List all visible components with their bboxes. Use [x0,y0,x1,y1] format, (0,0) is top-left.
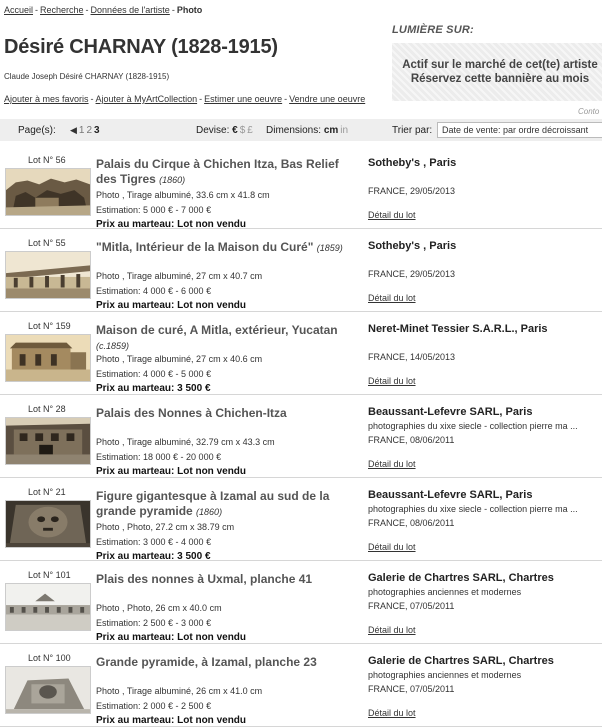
add-to-myartcollection-link[interactable]: Ajouter à MyArtCollection [95,94,198,104]
lot-title[interactable]: "Mitla, Intérieur de la Maison du Curé" (1859) [96,240,343,254]
lot-row [0,561,602,644]
breadcrumb: Accueil - Recherche - Données de l'artiste - Photo [4,5,203,15]
sale-name: photographies du xixe siecle - collection pierre ma ... [368,421,578,431]
lot-detail-link[interactable]: Détail du lot [368,293,416,303]
lot-title[interactable]: Palais des Nonnes à Chichen-Itza [96,406,287,420]
page-1-link[interactable]: 1 [78,125,85,136]
sale-place-date: FRANCE, 29/05/2013 [368,186,456,196]
lot-hammer-price: Prix au marteau: 3 500 € [96,551,211,562]
currency-dollar[interactable]: $ [239,125,246,136]
page-3-current: 3 [94,125,100,136]
lot-detail-link[interactable]: Détail du lot [368,708,416,718]
breadcrumb-artist-data-link[interactable]: Données de l'artiste [90,5,170,15]
lot-row [0,312,602,395]
lot-number: Lot N° 100 [28,653,71,663]
lot-row [0,644,602,727]
sort-label: Trier par: [392,125,433,136]
breadcrumb-home-link[interactable]: Accueil [4,5,34,15]
dimensions-selector [266,125,348,136]
lot-estimate: Estimation: 4 000 € - 6 000 € [96,286,212,296]
page-title: Désiré CHARNAY (1828-1915) [4,36,278,58]
dimensions-label: Dimensions: [266,125,322,136]
lot-date: (1859) [316,243,343,253]
auction-house[interactable]: Neret-Minet Tessier S.A.R.L., Paris [368,323,548,335]
sale-place-date: FRANCE, 14/05/2013 [368,352,456,362]
lot-estimate: Estimation: 3 000 € - 4 000 € [96,537,212,547]
lot-medium: Photo , Photo, 27.2 cm x 38.79 cm [96,522,235,532]
lot-row [0,229,602,312]
prev-page-icon[interactable]: ◀ [70,125,77,135]
sale-name: photographies anciennes et modernes [368,670,522,680]
lot-medium: Photo , Tirage albuminé, 26 cm x 41.0 cm [96,686,263,696]
banner-contact-link[interactable]: Conto [578,107,600,116]
lot-detail-link[interactable]: Détail du lot [368,625,416,635]
currency-selector [196,125,253,136]
estimate-artwork-link[interactable]: Estimer une oeuvre [204,94,283,104]
lot-list [0,146,602,727]
lot-hammer-price: Prix au marteau: Lot non vendu [96,219,247,230]
lot-estimate: Estimation: 2 500 € - 3 000 € [96,618,212,628]
lot-photo-thumbnail[interactable] [5,666,91,714]
lot-medium: Photo , Tirage albuminé, 27 cm x 40.6 cm [96,354,263,364]
sale-place-date: FRANCE, 29/05/2013 [368,269,456,279]
lot-number: Lot N° 55 [28,238,66,248]
lot-hammer-price: Prix au marteau: Lot non vendu [96,466,247,477]
auction-house[interactable]: Beaussant-Lefevre SARL, Paris [368,489,533,501]
lot-title[interactable]: Figure gigantesque à Izamal au sud de la grande pyramide (1860) [96,489,330,518]
lot-medium: Photo , Tirage albuminé, 27 cm x 40.7 cm [96,271,263,281]
lot-number: Lot N° 56 [28,155,66,165]
lot-date: (1860) [159,175,186,185]
lot-title[interactable]: Maison de curé, A Mitla, extérieur, Yucatan (c.1859) [96,323,338,351]
auction-house[interactable]: Galerie de Chartres SARL, Chartres [368,572,554,584]
sale-name: photographies anciennes et modernes [368,587,522,597]
lot-hammer-price: Prix au marteau: Lot non vendu [96,300,247,311]
lot-title[interactable]: Grande pyramide, à Izamal, planche 23 [96,655,317,669]
lot-estimate: Estimation: 4 000 € - 5 000 € [96,369,212,379]
add-to-favorites-link[interactable]: Ajouter à mes favoris [4,94,89,104]
sell-artwork-link[interactable]: Vendre une oeuvre [289,94,366,104]
sale-name: photographies du xixe siecle - collection pierre ma ... [368,504,578,514]
lot-row [0,478,602,561]
lot-detail-link[interactable]: Détail du lot [368,459,416,469]
lot-title[interactable]: Plais des nonnes à Uxmal, planche 41 [96,572,313,586]
lot-date: (1860) [196,507,223,517]
auction-house[interactable]: Sotheby's , Paris [368,157,457,169]
auction-house[interactable]: Galerie de Chartres SARL, Chartres [368,655,554,667]
lot-medium: Photo , Tirage albuminé, 32.79 cm x 43.3 cm [96,437,275,447]
dimension-cm[interactable]: cm [323,125,339,136]
lot-estimate: Estimation: 2 000 € - 2 500 € [96,701,212,711]
sale-place-date: FRANCE, 08/06/2011 [368,518,455,528]
lot-row [0,395,602,478]
currency-label: Devise: [196,125,230,136]
lot-photo-thumbnail[interactable] [5,251,91,299]
pagination [70,125,102,136]
lot-hammer-price: Prix au marteau: Lot non vendu [96,632,247,643]
spotlight-banner[interactable] [392,43,602,101]
lot-title[interactable]: Palais du Cirque à Chichen Itza, Bas Relief des Tigres (1860) [96,157,339,186]
lot-number: Lot N° 21 [28,487,66,497]
auction-house[interactable]: Beaussant-Lefevre SARL, Paris [368,406,533,418]
lot-detail-link[interactable]: Détail du lot [368,376,416,386]
lot-medium: Photo , Tirage albuminé, 33.6 cm x 41.8 cm [96,190,270,200]
lot-detail-link[interactable]: Détail du lot [368,542,416,552]
lot-row [0,146,602,229]
lot-number: Lot N° 159 [28,321,71,331]
breadcrumb-current: Photo [176,5,203,15]
lot-photo-thumbnail[interactable] [5,168,91,216]
lot-photo-thumbnail[interactable] [5,500,91,548]
sale-place-date: FRANCE, 08/06/2011 [368,435,455,445]
sale-place-date: FRANCE, 07/05/2011 [368,684,455,694]
results-toolbar [0,119,602,141]
artist-actions: Ajouter à mes favoris - Ajouter à MyArtCollection - Estimer une oeuvre - Vendre une oeuvre [4,94,366,104]
banner-line-1: Actif sur le marché de cet(te) artiste [402,59,598,71]
currency-euro[interactable]: € [232,125,238,136]
lot-number: Lot N° 101 [28,570,71,580]
lot-photo-thumbnail[interactable] [5,583,91,631]
breadcrumb-search-link[interactable]: Recherche [40,5,84,15]
lot-date: (c.1859) [96,341,130,351]
lot-hammer-price: Prix au marteau: Lot non vendu [96,715,247,726]
dimension-in[interactable]: in [340,125,349,136]
currency-pound[interactable]: £ [247,125,253,136]
lot-photo-thumbnail[interactable] [5,334,91,382]
lot-photo-thumbnail[interactable] [5,417,91,465]
lot-hammer-price: Prix au marteau: 3 500 € [96,383,211,394]
artist-full-name: Claude Joseph Désiré CHARNAY (1828-1915) [4,72,170,81]
pages-label: Page(s): [18,125,56,136]
banner-line-2: Réservez cette bannière au mois [410,73,590,85]
lot-estimate: Estimation: 5 000 € - 7 000 € [96,205,212,215]
sort-select[interactable]: Date de vente: par ordre décroissant [437,122,602,138]
sale-place-date: FRANCE, 07/05/2011 [368,601,455,611]
auction-house[interactable]: Sotheby's , Paris [368,240,457,252]
lot-medium: Photo , Photo, 26 cm x 40.0 cm [96,603,222,613]
lot-estimate: Estimation: 18 000 € - 20 000 € [96,452,222,462]
spotlight-title: LUMIÈRE SUR: [392,24,474,36]
lot-detail-link[interactable]: Détail du lot [368,210,416,220]
lot-number: Lot N° 28 [28,404,66,414]
page-2-link[interactable]: 2 [86,125,93,136]
